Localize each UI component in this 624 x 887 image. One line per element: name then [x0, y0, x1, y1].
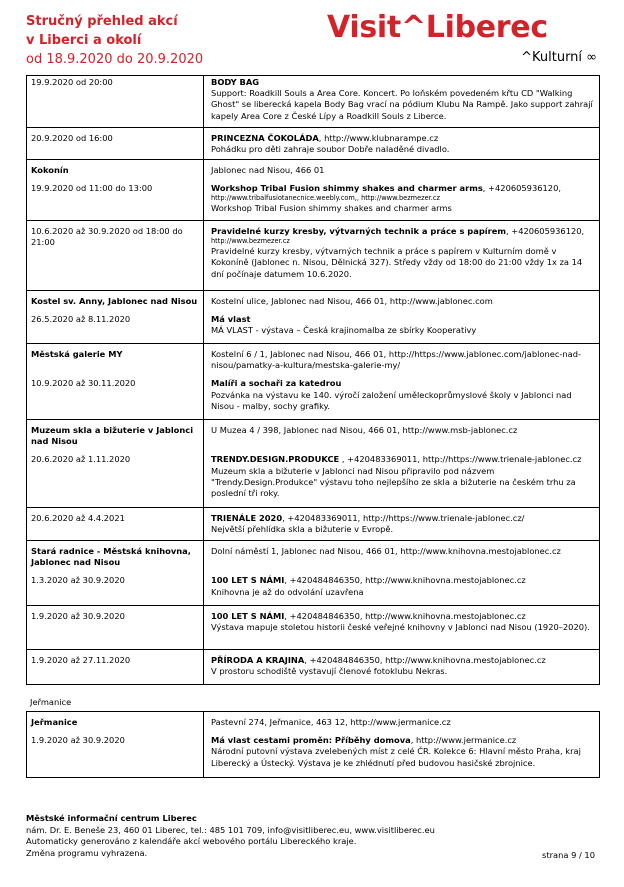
venue-name: Stará radnice - Městská knihovna, Jablonec nad Nisou	[31, 546, 191, 568]
event-date: 1.9.2020 až 30.9.2020	[31, 611, 125, 621]
table-row	[27, 606, 599, 650]
event-date: 1.3.2020 až 30.9.2020	[31, 575, 125, 586]
event-link[interactable]: , +420484846350, http://www.knihovna.mestojablonec.cz	[284, 611, 526, 621]
venue-name: Muzeum skla a bižuterie v Jablonci nad Nisou	[31, 425, 194, 447]
table-row	[27, 650, 599, 684]
event-title: Malíři a sochaři za katedrou	[211, 378, 342, 389]
footer-note: Automaticky generováno z kalendáře akcí webového portálu Libereckého kraje.	[26, 836, 357, 846]
event-description: Největší přehlídka skla a bižuterie v Evropě.	[211, 524, 394, 535]
table-row	[27, 76, 599, 128]
venue-address: Dolní náměstí 1, Jablonec nad Nisou, 466 01, http://www.knihovna.mestojablonec.cz	[211, 546, 561, 556]
events-table	[26, 75, 600, 685]
section-place-label: Jeřmanice	[30, 697, 72, 707]
footer	[26, 813, 598, 859]
event-date: 1.9.2020 až 30.9.2020	[31, 735, 125, 746]
table-row	[27, 420, 599, 508]
logo-tagline: ^Kulturní ∞	[521, 50, 597, 65]
table-row	[27, 712, 599, 777]
event-title: 100 LET S NÁMI	[211, 611, 285, 621]
title-line-1: Stručný přehled akcí	[26, 14, 178, 29]
event-description: Muzeum skla a bižuterie v Jablonci nad Nisou připravilo pod názvem "Trendy.Design.Produkce" výstavu toho nejlepšího ze skla a bižuterie na českém trhu za poslední tři roky.	[211, 465, 576, 499]
venue-address: U Muzea 4 / 398, Jablonec nad Nisou, 466 01, http://www.msb-jablonec.cz	[211, 425, 518, 435]
footer-org: Městské informační centrum Liberec	[26, 813, 197, 823]
event-description: Pozvánka na výstavu ke 140. výročí založení uměleckoprůmyslové školy v Jablonci nad Nisou - malby, sochy grafiky.	[211, 389, 572, 411]
event-description: MÁ VLAST - výstava – Česká krajinomalba ze sbírky Kooperativy	[211, 325, 477, 336]
venue-address: Kostelní ulice, Jablonec nad Nisou, 466 01, http://www.jablonec.com	[211, 296, 493, 306]
event-date: 1.9.2020 až 27.11.2020	[31, 655, 131, 665]
document-title	[26, 12, 286, 69]
event-title: TRENDY.DESIGN.PRODUKCE	[211, 454, 340, 465]
event-date: 20.6.2020 až 1.11.2020	[31, 454, 131, 465]
footer-note: Změna programu vyhrazena.	[26, 847, 148, 858]
event-description: Pravidelné kurzy kresby, výtvarných technik a práce s papírem v Kulturním domě v Kokoníně (Jablonec n. Nisou, Dělnická 327). Středy vždy od 18:00 do 21:00 vždy 1x za 14 dní počínaje datumem 10.6.2020.	[211, 246, 583, 279]
event-description: Pohádku pro děti zahraje soubor Dobře naladěné divadlo.	[211, 144, 450, 155]
table-row	[27, 508, 599, 541]
event-description: Knihovna je až do odvolání uzavřena	[211, 586, 364, 597]
event-description: Support: Roadkill Souls a Area Core. Koncert. Po loňském povedeném křtu CD "Walking Ghost" se liberecká kapela Body Bag vrací na pódium Klubu Na Rampě. Jako support zahrají kapely Area Core z České Lípy a Roadkill Souls z Liberce.	[211, 88, 593, 121]
event-title: Má vlast cestami proměn: Příběhy domova	[211, 735, 411, 746]
event-date: 10.6.2020 až 30.9.2020 od 18:00 do 21:00	[31, 226, 183, 248]
event-links[interactable]: http://www.bezmezer.cz	[211, 237, 290, 246]
venue-name: Kokonín	[31, 165, 69, 175]
table-row	[27, 344, 599, 420]
event-title: PRINCEZNA ČOKOLÁDA	[211, 133, 319, 143]
event-title: BODY BAG	[211, 77, 260, 87]
event-title: 100 LET S NÁMI	[211, 575, 285, 586]
event-link[interactable]: , +420484846350, http://www.knihovna.mestojablonec.cz	[304, 655, 546, 665]
event-date: 19.9.2020 od 20:00	[31, 77, 113, 87]
event-title: PŘÍRODA A KRAJINA	[211, 655, 305, 665]
page-number: strana 9 / 10	[542, 850, 595, 860]
event-description: Workshop Tribal Fusion shimmy shakes and charmer arms	[211, 203, 452, 214]
venue-name: Jeřmanice	[31, 717, 78, 727]
event-date: 19.9.2020 od 11:00 do 13:00	[31, 183, 153, 194]
title-line-2: v Liberci a okolí	[26, 33, 142, 48]
venue-name: Městská galerie MY	[31, 349, 123, 359]
event-link[interactable]: , http://www.klubnarampe.cz	[318, 133, 439, 143]
logo-text: Visit^Liberec	[327, 10, 548, 45]
event-date: 20.9.2020 od 16:00	[31, 133, 113, 143]
event-link[interactable]: , +420484846350, http://www.knihovna.mestojablonec.cz	[284, 575, 526, 586]
venue-address: Kostelní 6 / 1, Jablonec nad Nisou, 466 01, http://https://www.jablonec.com/jablonec-nad-nisou/pamatky-a-kultura/mestska-galerie-my/	[211, 349, 581, 371]
table-row	[27, 221, 599, 291]
event-description: Výstava mapuje stoletou historii české veřejné knihovny v Jablonci nad Nisou (1920–2020).	[211, 622, 590, 633]
venue-address: Jablonec nad Nisou, 466 01	[211, 165, 325, 175]
table-row	[27, 128, 599, 160]
event-title: Pravidelné kurzy kresby, výtvarných technik a práce s papírem	[211, 226, 506, 236]
event-title: Workshop Tribal Fusion shimmy shakes and charmer arms	[211, 183, 483, 194]
visit-liberec-logo	[327, 10, 599, 68]
event-links[interactable]: http://www.tribalfusiotanecnice.weebly.com,, http://www.bezmezer.cz	[211, 194, 440, 203]
footer-address: nám. Dr. E. Beneše 23, 460 01 Liberec, tel.: 485 101 709, info@visitliberec.eu, www.visitliberec.eu	[26, 824, 435, 835]
event-date: 20.6.2020 až 4.4.2021	[31, 513, 125, 523]
date-range: od 18.9.2020 do 20.9.2020	[26, 52, 204, 67]
events-table-jermanice	[26, 711, 600, 778]
event-description: V prostoru schodiště vystavují členové fotoklubu Nekras.	[211, 666, 448, 677]
event-link[interactable]: , +420483369011, http://https://www.trienale-jablonec.cz/	[282, 513, 525, 523]
event-date: 26.5.2020 až 8.11.2020	[31, 314, 131, 325]
event-description: Národní putovní výstava zvelebených míst z celé ČR. Kolekce 6: Hlavní město Praha, kraj Liberecký a Ústecký. Výstava je ke zhlédnutí před budovou hasičské zbrojnice.	[211, 746, 581, 768]
event-contact: , +420605936120,	[482, 183, 561, 194]
event-title: Má vlast	[211, 314, 251, 325]
event-link[interactable]: , +420483369011, http://https://www.trienale-jablonec.cz	[339, 454, 582, 465]
event-contact: , +420605936120,	[505, 226, 585, 236]
venue-address: Pastevní 274, Jeřmanice, 463 12, http://www.jermanice.cz	[211, 717, 451, 727]
table-row	[27, 291, 599, 344]
venue-name: Kostel sv. Anny, Jablonec nad Nisou	[31, 296, 198, 306]
event-link[interactable]: , http://www.jermanice.cz	[410, 735, 517, 746]
event-title: TRIENÁLE 2020	[211, 513, 283, 523]
table-row	[27, 160, 599, 221]
table-row	[27, 541, 599, 606]
event-date: 10.9.2020 až 30.11.2020	[31, 378, 136, 389]
